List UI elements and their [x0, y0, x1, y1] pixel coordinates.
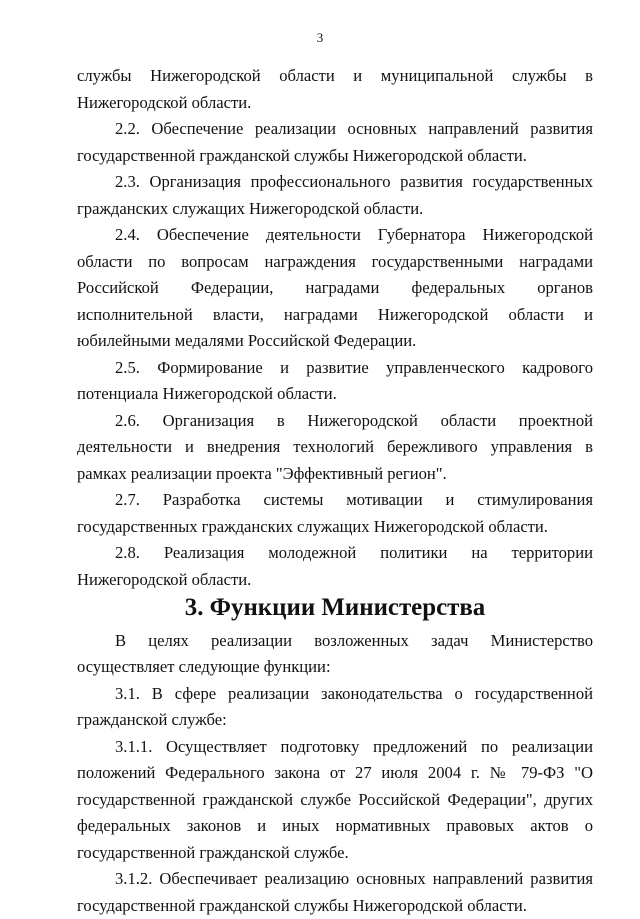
section-heading: 3. Функции Министерства: [77, 593, 593, 628]
paragraph: 3.1. В сфере реализации законодательства о государственной гражданской службе:: [77, 681, 593, 734]
paragraph: службы Нижегородской области и муниципальной службы в Нижегородской области.: [77, 63, 593, 116]
paragraph: 3.1.1. Осуществляет подготовку предложений по реализации положений Федерального закона от 27 июля 2004 г. № 79-ФЗ "О государственной гражданской службе Российской Федерации", других федеральных законов и иных нормативных правовых актов о государственной гражданской службе.: [77, 734, 593, 867]
paragraph: В целях реализации возложенных задач Министерство осуществляет следующие функции:: [77, 628, 593, 681]
paragraph: 3.1.2. Обеспечивает реализацию основных направлений развития государственной гражданской службы Нижегородской области.: [77, 866, 593, 919]
paragraph: 2.3. Организация профессионального развития государственных гражданских служащих Нижегородской области.: [77, 169, 593, 222]
paragraph: 2.2. Обеспечение реализации основных направлений развития государственной гражданской службы Нижегородской области.: [77, 116, 593, 169]
paragraph: 2.5. Формирование и развитие управленческого кадрового потенциала Нижегородской области.: [77, 355, 593, 408]
paragraphs-before-section: [77, 63, 593, 593]
paragraph: 2.8. Реализация молодежной политики на территории Нижегородской области.: [77, 540, 593, 593]
paragraphs-after-section: [77, 628, 593, 919]
document-body: [77, 63, 593, 919]
paragraph: 2.6. Организация в Нижегородской области проектной деятельности и внедрения технологий бережливого управления в рамках реализации проекта "Эффективный регион".: [77, 408, 593, 488]
paragraph: 2.7. Разработка системы мотивации и стимулирования государственных гражданских служащих Нижегородской области.: [77, 487, 593, 540]
paragraph: 2.4. Обеспечение деятельности Губернатора Нижегородской области по вопросам награждения государственными наградами Российской Федерации, наградами федеральных органов исполнительной власти, наградами Нижегородской области и юбилейными медалями Российской Федерации.: [77, 222, 593, 355]
page-number: 3: [0, 30, 640, 46]
